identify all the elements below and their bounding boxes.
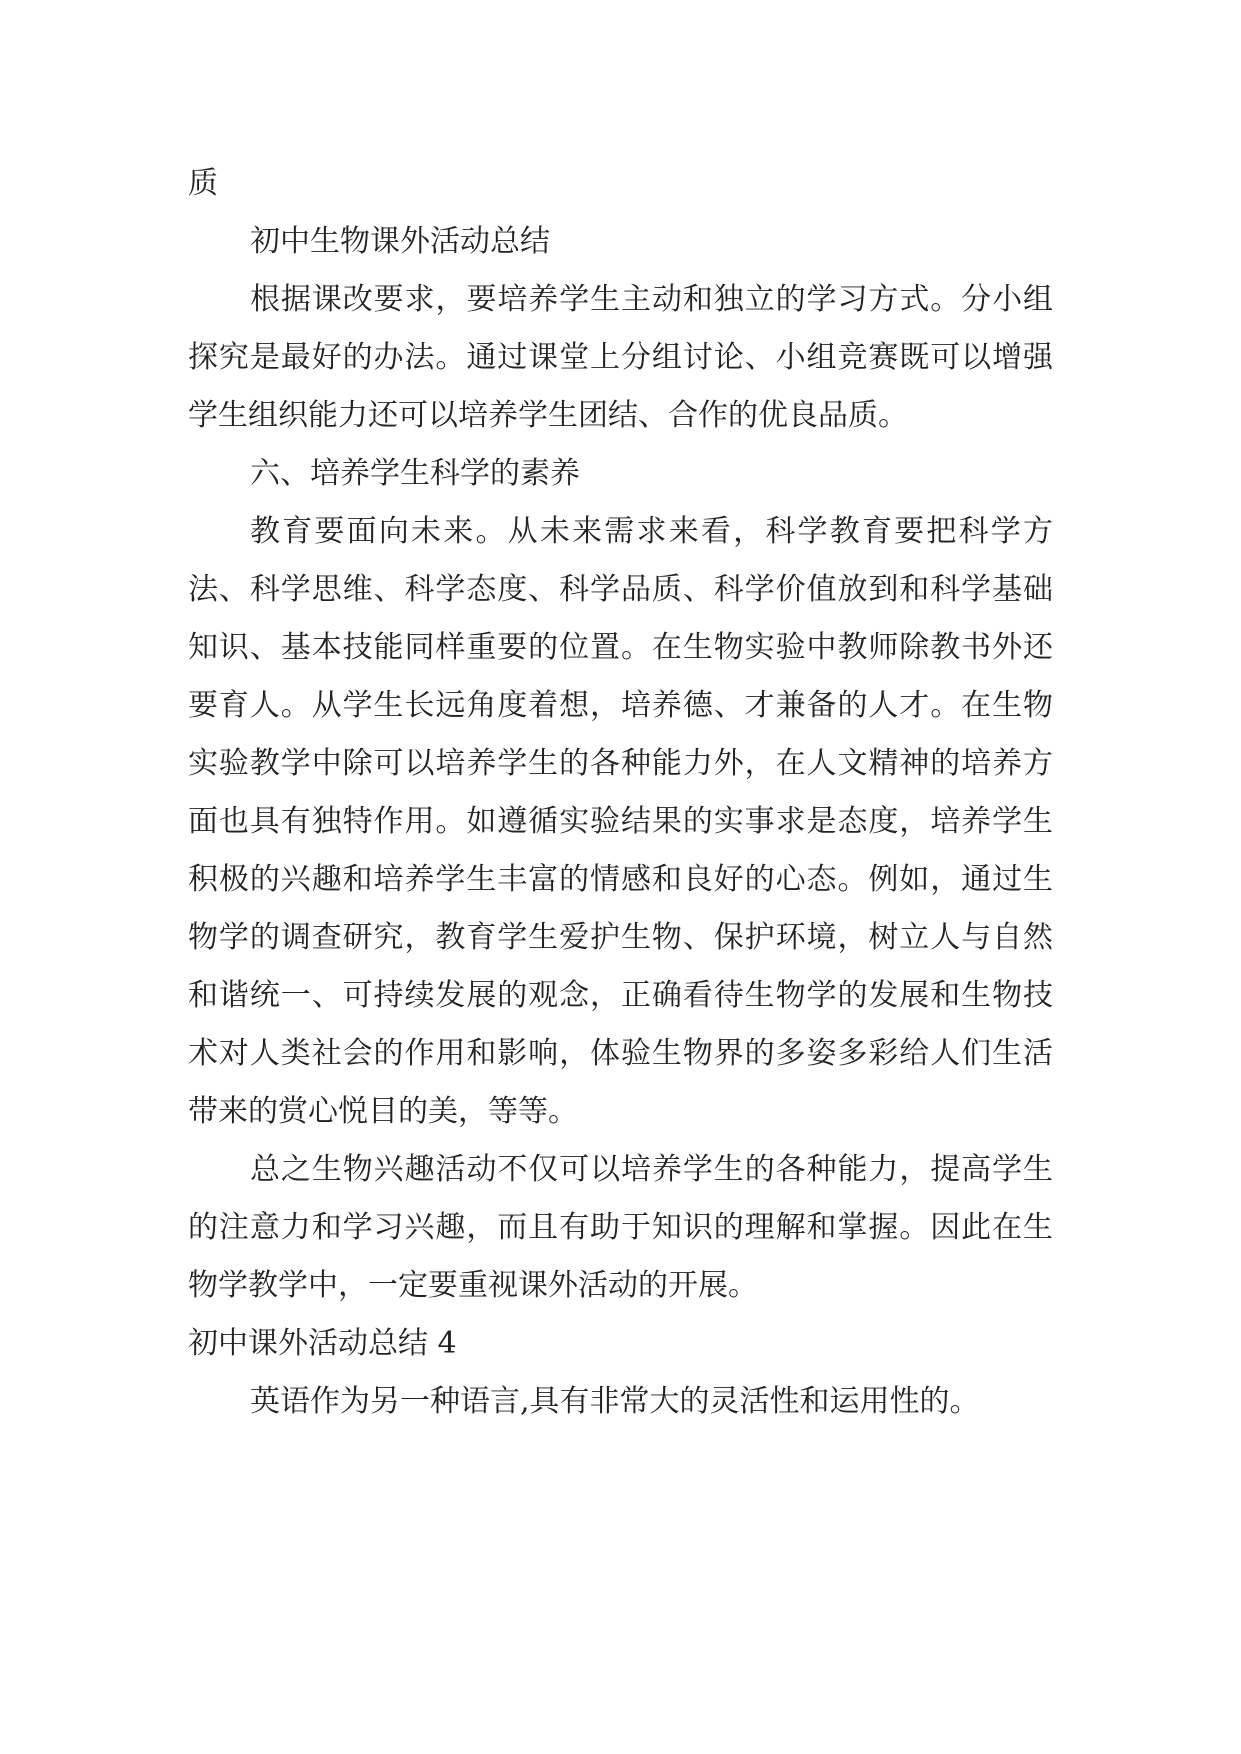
paragraph-continuation: 质 <box>188 166 218 201</box>
paragraph-education-future: 教育要面向未来。从未来需求来看，科学教育要把科学方法、科学思维、科学态度、科学品质、科学价值放到和科学基础知识、基本技能同样重要的位置。在生物实验中教师除教书外还要育人。从学生长远角度着想，培养德、才兼备的人才。在生物实验教学中除可以培养学生的各种能力外，在人文精神的培养方面也具有独特作用。如遵循实验结果的实事求是态度，培养学生积极的兴趣和培养学生丰富的情感和良好的心态。例如，通过生物学的调查研究，教育学生爱护生物、保护环境，树立人与自然和谐统一、可持续发展的观念，正确看待生物学的发展和生物技术对人类社会的作用和影响，体验生物界的多姿多彩给人们生活带来的赏心悦目的美，等等。 <box>188 514 1053 1129</box>
section-heading-science-literacy: 六、培养学生科学的素养 <box>250 456 580 491</box>
paragraph-conclusion: 总之生物兴趣活动不仅可以培养学生的各种能力，提高学生的注意力和学习兴趣，而且有助于知识的理解和掌握。因此在生物学教学中，一定要重视课外活动的开展。 <box>188 1152 1053 1303</box>
document-body <box>188 155 1053 1431</box>
paragraph-english: 英语作为另一种语言,具有非常大的灵活性和运用性的。 <box>250 1384 980 1419</box>
paragraph-group-inquiry: 根据课改要求，要培养学生主动和独立的学习方式。分小组探究是最好的办法。通过课堂上分组讨论、小组竞赛既可以增强学生组织能力还可以培养学生团结、合作的优良品质。 <box>188 282 1053 433</box>
section-title-summary-4: 初中课外活动总结 4 <box>188 1326 457 1361</box>
section-title-biology-summary: 初中生物课外活动总结 <box>250 224 550 259</box>
